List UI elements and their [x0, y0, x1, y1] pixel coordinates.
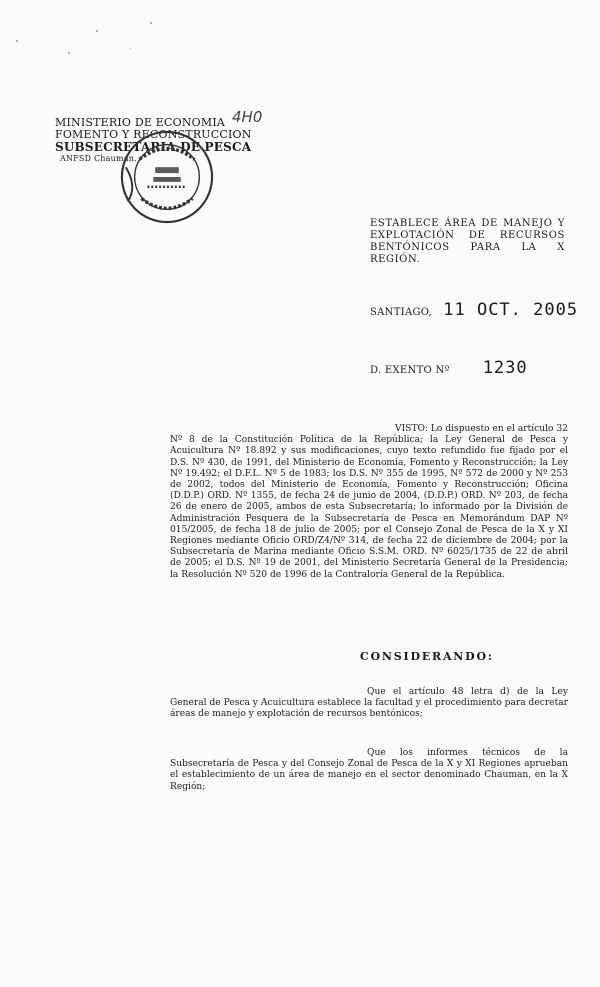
decree-number-line: [370, 358, 528, 378]
handwritten-note: 4H0: [232, 108, 263, 126]
scan-speck: [96, 30, 98, 32]
date-value: 11 OCT. 2005: [443, 300, 579, 320]
official-seal-stamp: [118, 128, 216, 226]
considerando-clause: Que los informes técnicos de la Subsecretaría de Pesca y del Consejo Zonal de Pesca de la X y XI Regiones aprueban el establecimiento de un área de manejo en el sector denominado Chauman, en la X Región;: [170, 748, 568, 792]
scan-speck: [130, 48, 131, 49]
date-line: [370, 300, 578, 320]
ministry-subname: FOMENTO Y RECONSTRUCCION: [55, 128, 252, 141]
decree-subject: ESTABLECE ÁREA DE MANEJO Y EXPLOTACIÓN DE RECURSOS BENTÓNICOS PARA LA X REGIÓN.: [370, 218, 565, 265]
considerando-clause: Que el artículo 48 letra d) de la Ley General de Pesca y Acuicultura establece la facultad y el procedimiento para decretar áreas de manejo y explotación de recursos bentónicos;: [170, 687, 568, 720]
ministry-name: MINISTERIO DE ECONOMIA: [55, 116, 226, 129]
date-label: SANTIAGO,: [370, 307, 433, 318]
scan-speck: [16, 40, 18, 42]
decree-number: 1230: [482, 358, 528, 378]
scan-speck: [150, 22, 152, 24]
ministry-reference: ANFSD Chauman.: [60, 154, 137, 163]
decree-label: D. EXENTO Nº: [370, 365, 450, 376]
subsecretaria-name: SUBSECRETARIA DE PESCA: [55, 140, 252, 154]
considerando-heading: CONSIDERANDO:: [360, 650, 494, 663]
visto-paragraph: VISTO: Lo dispuesto en el artículo 32 Nº 8 de la Constitución Política de la República; la Ley General de Pesca y Acuicultura Nº 18.892 y sus modificaciones, cuyo texto refundido fue fijado por el D.S. Nº 430, de 1991, del Ministerio de Economía, Fomento y Reconstrucción; la Ley Nº 19.492; el D.F.L. Nº 5 de 1983; los D.S. Nº 355 de 1995, Nº 572 de 2000 y Nº 253 de 2002, todos del Ministerio de Economía, Fomento y Reconstrucción; Oficina (D.D.P.) ORD. Nº 1355, de fecha 24 de junio de 2004, (D.D.P.) ORD. Nº 203, de fecha 26 de enero de 2005, ambos de esta Subsecretaría; lo informado por la División de Administración Pesquera de la Subsecretaría de Pesca en Memorándum DAP Nº 015/2005, de fecha 18 de julio de 2005; por el Consejo Zonal de Pesca de la X y XI Regiones mediante Oficio ORD/Z4/Nº 314, de fecha 22 de diciembre de 2004; por la Subsecretaría de Marina mediante Oficio S.S.M. ORD. Nº 6025/1735 de 22 de abril de 2005; el D.S. Nº 19 de 2001, del Ministerio Secretaría General de la Presidencia; la Resolución Nº 520 de 1996 de la Contraloría General de la República.: [170, 424, 568, 580]
scan-speck: [68, 52, 70, 54]
